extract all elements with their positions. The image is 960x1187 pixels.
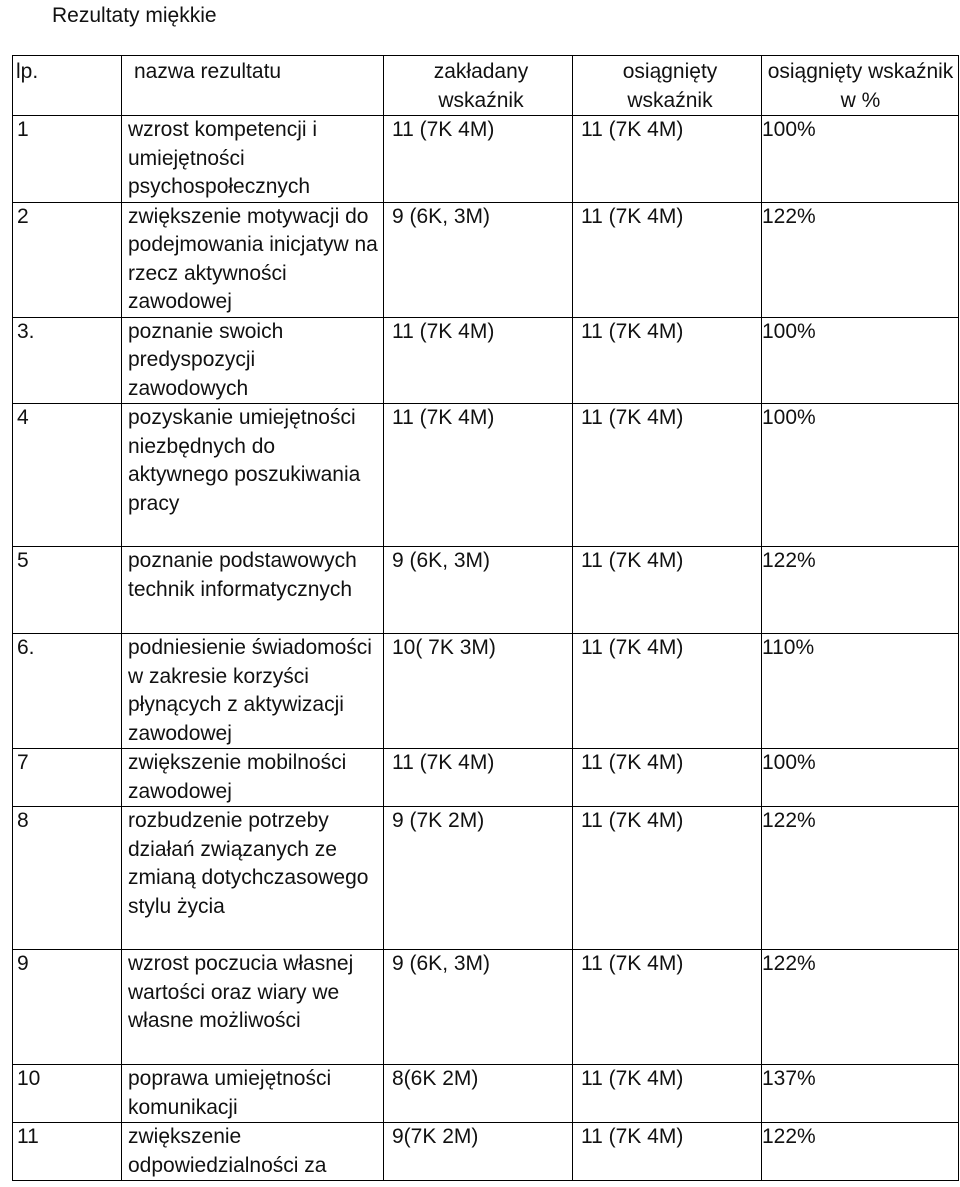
row-lp: 4 [13,404,122,547]
row-achieved: 11 (7K 4M) [573,950,762,1065]
row-achieved: 11 (7K 4M) [573,749,762,807]
table-row [13,116,959,203]
row-target: 11 (7K 4M) [384,749,573,807]
table-header-row [13,56,959,116]
row-target: 11 (7K 4M) [384,116,573,203]
row-percent: 122% [762,202,959,317]
row-lp: 3. [13,317,122,404]
row-target: 8(6K 2M) [384,1065,573,1123]
table-row [13,404,959,547]
table-row [13,1123,959,1181]
row-percent: 100% [762,404,959,547]
row-percent: 122% [762,807,959,950]
row-lp: 7 [13,749,122,807]
table-row [13,202,959,317]
row-lp: 10 [13,1065,122,1123]
row-percent: 137% [762,1065,959,1123]
row-percent: 100% [762,116,959,203]
row-target: 9 (7K 2M) [384,807,573,950]
row-name: wzrost poczucia własnej wartości oraz wiary we własne możliwości [122,950,384,1065]
row-name: poprawa umiejętności komunikacji [122,1065,384,1123]
row-achieved: 11 (7K 4M) [573,634,762,749]
row-lp: 11 [13,1123,122,1181]
row-achieved: 11 (7K 4M) [573,404,762,547]
table-row [13,317,959,404]
table-body [13,116,959,1181]
table-row [13,1065,959,1123]
header-percent: osiągnięty wskaźnik w % [762,56,959,116]
row-name: wzrost kompetencji i umiejętności psychospołecznych [122,116,384,203]
row-lp: 2 [13,202,122,317]
row-target: 10( 7K 3M) [384,634,573,749]
row-name: rozbudzenie potrzeby działań związanych ze zmianą dotychczasowego stylu życia [122,807,384,950]
row-achieved: 11 (7K 4M) [573,317,762,404]
header-lp: lp. [13,56,122,116]
row-achieved: 11 (7K 4M) [573,807,762,950]
row-name: poznanie swoich predyspozycji zawodowych [122,317,384,404]
row-target: 9 (6K, 3M) [384,950,573,1065]
table-row [13,950,959,1065]
table-row [13,634,959,749]
row-lp: 1 [13,116,122,203]
row-name: podniesienie świadomości w zakresie korzyści płynących z aktywizacji zawodowej [122,634,384,749]
row-name: pozyskanie umiejętności niezbędnych do aktywnego poszukiwania pracy [122,404,384,547]
row-lp: 8 [13,807,122,950]
row-target: 9 (6K, 3M) [384,202,573,317]
row-percent: 122% [762,547,959,634]
row-target: 11 (7K 4M) [384,404,573,547]
row-achieved: 11 (7K 4M) [573,116,762,203]
row-lp: 9 [13,950,122,1065]
header-name: nazwa rezultatu [122,56,384,116]
row-name: zwiększenie odpowiedzialności za [122,1123,384,1181]
row-percent: 100% [762,317,959,404]
row-achieved: 11 (7K 4M) [573,1123,762,1181]
table-row [13,807,959,950]
table-row [13,547,959,634]
row-percent: 122% [762,950,959,1065]
results-table [12,55,959,1181]
table-row [13,749,959,807]
row-achieved: 11 (7K 4M) [573,202,762,317]
row-achieved: 11 (7K 4M) [573,1065,762,1123]
row-percent: 122% [762,1123,959,1181]
page-title: Rezultaty miękkie [52,4,217,27]
row-target: 9(7K 2M) [384,1123,573,1181]
row-name: zwiększenie motywacji do podejmowania inicjatyw na rzecz aktywności zawodowej [122,202,384,317]
header-target: zakładany wskaźnik [384,56,573,116]
row-percent: 100% [762,749,959,807]
row-name: poznanie podstawowych technik informatycznych [122,547,384,634]
row-percent: 110% [762,634,959,749]
row-target: 11 (7K 4M) [384,317,573,404]
header-achieved: osiągnięty wskaźnik [573,56,762,116]
row-target: 9 (6K, 3M) [384,547,573,634]
row-name: zwiększenie mobilności zawodowej [122,749,384,807]
row-achieved: 11 (7K 4M) [573,547,762,634]
row-lp: 5 [13,547,122,634]
row-lp: 6. [13,634,122,749]
